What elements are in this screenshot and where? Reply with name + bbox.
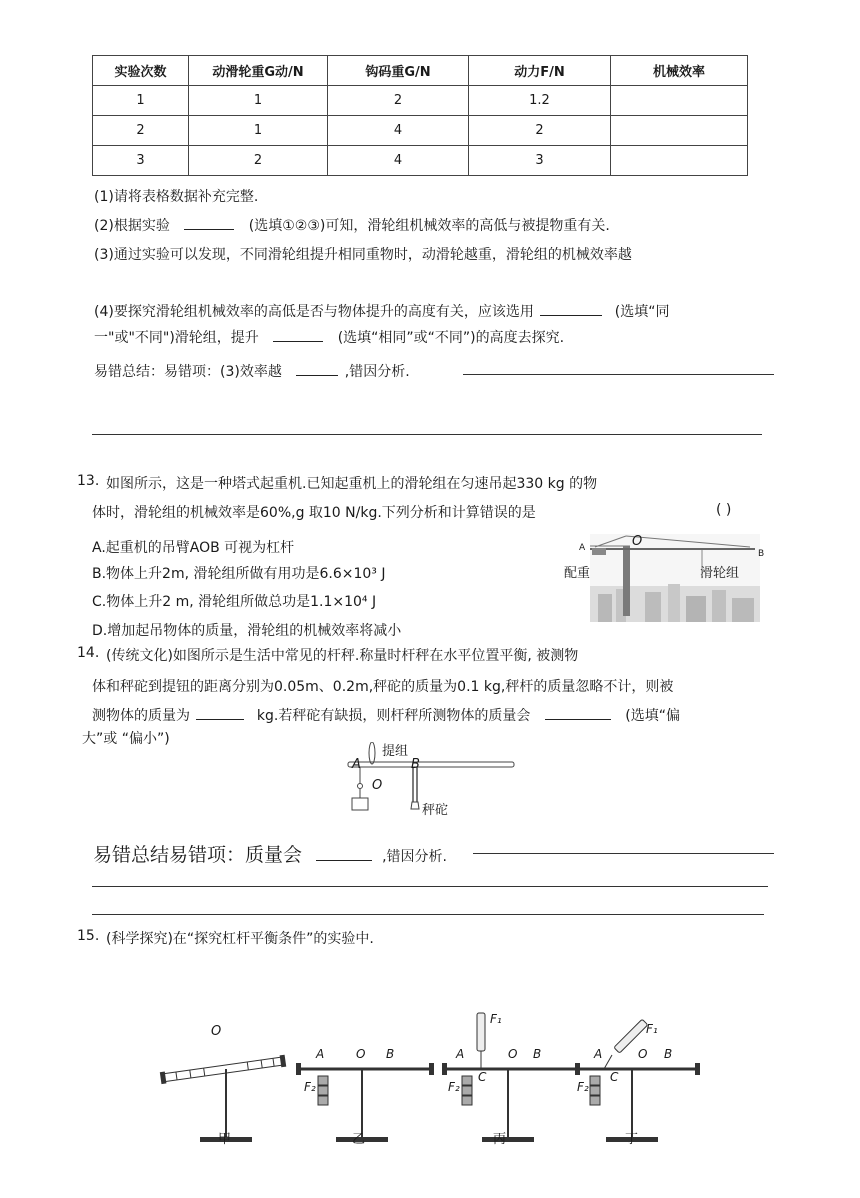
- q14-stem-line3-lead: 测物体的质量为: [92, 708, 190, 724]
- q14-stem-line3-mid: kg.若秤砣有缺损，则杆秤所测物体的质量会: [256, 708, 531, 724]
- table-cell: 1: [189, 116, 328, 146]
- steelyard-label-o: O: [372, 778, 383, 793]
- error-analysis-label: ,错因分析.: [344, 364, 410, 380]
- q13-option-b: B.物体上升2m, 滑轮组所做有用功是6.6×10³ J: [92, 566, 386, 582]
- table-cell-efficiency[interactable]: [611, 146, 748, 176]
- error-summary-label: 易错总结：易错项：(3)效率越: [94, 364, 282, 380]
- answer-line[interactable]: [92, 914, 764, 915]
- lever-label-c: C: [478, 1070, 487, 1084]
- lever-label-o: O: [508, 1047, 518, 1061]
- crane-label-b: B: [758, 549, 765, 559]
- answer-blank[interactable]: [316, 842, 372, 861]
- q12-part4-cont-lead: 一"或"不同")滑轮组，提升: [94, 330, 259, 346]
- table-cell: 4: [328, 146, 469, 176]
- q12-part4-cont: [94, 327, 564, 347]
- crane-label-a: A: [579, 543, 586, 553]
- table-header: 机械效率: [611, 56, 748, 86]
- lever-label-f1: F₁: [490, 1012, 502, 1026]
- table-header-row: [93, 56, 748, 86]
- steelyard-knob-label: 提组: [382, 744, 409, 759]
- q12-part2-tail: (选填①②③)可知，滑轮组机械效率的高低与被提物重有关.: [248, 218, 610, 234]
- q13-stem-line1: 如图所示，这是一种塔式起重机.已知起重机上的滑轮组在匀速吊起330 kg 的物: [106, 476, 598, 492]
- q12-part1: (1)请将表格数据补充完整.: [94, 189, 259, 205]
- lever-label-c: C: [610, 1070, 619, 1084]
- lever-label-b: B: [664, 1047, 673, 1061]
- q13-option-d: D.增加起吊物体的质量，滑轮组的机械效率将减小: [92, 623, 402, 639]
- lever-label-f2: F₂: [577, 1080, 589, 1094]
- q13-option-a: A.起重机的吊臂AOB 可视为杠杆: [92, 540, 295, 556]
- table-cell-efficiency[interactable]: [611, 116, 748, 146]
- lever-label-o: O: [356, 1047, 366, 1061]
- table-cell: 1: [93, 86, 189, 116]
- steelyard-label-b: B: [411, 757, 420, 772]
- answer-line[interactable]: [92, 886, 768, 887]
- table-cell: 2: [469, 116, 611, 146]
- lever-label-b: B: [533, 1047, 542, 1061]
- table-row: [93, 116, 748, 146]
- q14-number: 14.: [77, 645, 100, 661]
- lever-label-a: A: [456, 1047, 465, 1061]
- table-cell: 2: [328, 86, 469, 116]
- lever-label-f1: F₁: [646, 1022, 658, 1036]
- answer-line[interactable]: [463, 374, 774, 375]
- q12-part4-lead: (4)要探究滑轮组机械效率的高低是否与物体提升的高度有关，应该选用: [94, 304, 534, 320]
- figure-caption-ding: 丁: [625, 1132, 639, 1147]
- lever-label-f2: F₂: [304, 1080, 316, 1094]
- q14-stem-line4: 大”或 “偏小”): [82, 731, 170, 747]
- answer-blank[interactable]: [545, 705, 611, 720]
- lever-setup-bing: [442, 1013, 580, 1142]
- crane-counterweight-label: 配重: [564, 566, 591, 581]
- q12-part3: (3)通过实验可以发现，不同滑轮组提升相同重物时，动滑轮越重，滑轮组的机械效率越: [94, 247, 632, 263]
- table-cell: 3: [469, 146, 611, 176]
- q12-part4-cont-tail: (选填“相同”或“不同”)的高度去探究.: [337, 330, 565, 346]
- q14-stem-line2: 体和秤砣到提钮的距离分别为0.05m、0.2m,秤砣的质量为0.1 kg,秤杆的质量忽略不计，则被: [92, 679, 674, 695]
- steelyard-label-a: A: [352, 757, 361, 772]
- q13-option-c: C.物体上升2 m, 滑轮组所做总功是1.1×10⁴ J: [92, 594, 377, 610]
- q13-stem-line2: 体时，滑轮组的机械效率是60%,g 取10 N/kg.下列分析和计算错误的是: [92, 505, 536, 521]
- answer-blank[interactable]: [296, 361, 338, 376]
- q14-stem-line1: (传统文化)如图所示是生活中常见的杆秤.称量时杆秤在水平位置平衡, 被测物: [106, 648, 579, 664]
- figure-caption-bing: 丙: [493, 1132, 507, 1147]
- table-row: [93, 146, 748, 176]
- error-analysis-label: ,错因分析.: [382, 849, 448, 865]
- steelyard-weight-label: 秤砣: [422, 803, 449, 818]
- lever-label-f2: F₂: [448, 1080, 460, 1094]
- experiment-table: [92, 55, 748, 176]
- q15-stem: (科学探究)在“探究杠杆平衡条件”的实验中.: [106, 931, 374, 947]
- lever-label-a: A: [316, 1047, 325, 1061]
- answer-blank[interactable]: [540, 301, 602, 316]
- table-cell: 2: [93, 116, 189, 146]
- q14-stem-line3-tail: (选填“偏: [625, 708, 680, 724]
- table-cell: 4: [328, 116, 469, 146]
- answer-blank[interactable]: [184, 215, 234, 230]
- q12-part2-lead: (2)根据实验: [94, 218, 170, 234]
- q14-error-summary: [93, 840, 447, 867]
- table-header: 实验次数: [93, 56, 189, 86]
- table-header: 动力F/N: [469, 56, 611, 86]
- table-cell: 1.2: [469, 86, 611, 116]
- table-cell-efficiency[interactable]: [611, 86, 748, 116]
- crane-pulley-label: 滑轮组: [700, 566, 740, 581]
- table-cell: 2: [189, 146, 328, 176]
- answer-line[interactable]: [473, 853, 774, 854]
- lever-setup-ding: [576, 1019, 700, 1142]
- answer-blank[interactable]: [196, 705, 244, 720]
- q12-part4: [94, 301, 669, 321]
- q12-error-summary: [94, 361, 410, 381]
- figure-caption-yi: 乙: [352, 1132, 366, 1147]
- q13-number: 13.: [77, 473, 100, 489]
- q12-part4-option: (选填“同: [614, 304, 670, 320]
- figure-caption-jia: 甲: [218, 1132, 232, 1147]
- table-cell: 3: [93, 146, 189, 176]
- lever-label-o: O: [638, 1047, 648, 1061]
- q14-stem-line3: [92, 705, 680, 725]
- q12-part2: [94, 215, 610, 235]
- answer-line[interactable]: [92, 434, 762, 435]
- crane-label-o: O: [632, 534, 643, 549]
- table-header: 动滑轮重G动/N: [189, 56, 328, 86]
- answer-blank[interactable]: [273, 327, 323, 342]
- q15-number: 15.: [77, 928, 100, 944]
- lever-label-o: O: [211, 1024, 222, 1039]
- error-summary-label: 易错总结易错项：质量会: [93, 844, 303, 866]
- table-header: 钩码重G/N: [328, 56, 469, 86]
- answer-paren[interactable]: ( ): [716, 502, 732, 518]
- table-row: [93, 86, 748, 116]
- lever-label-a: A: [594, 1047, 603, 1061]
- table-cell: 1: [189, 86, 328, 116]
- lever-label-b: B: [386, 1047, 395, 1061]
